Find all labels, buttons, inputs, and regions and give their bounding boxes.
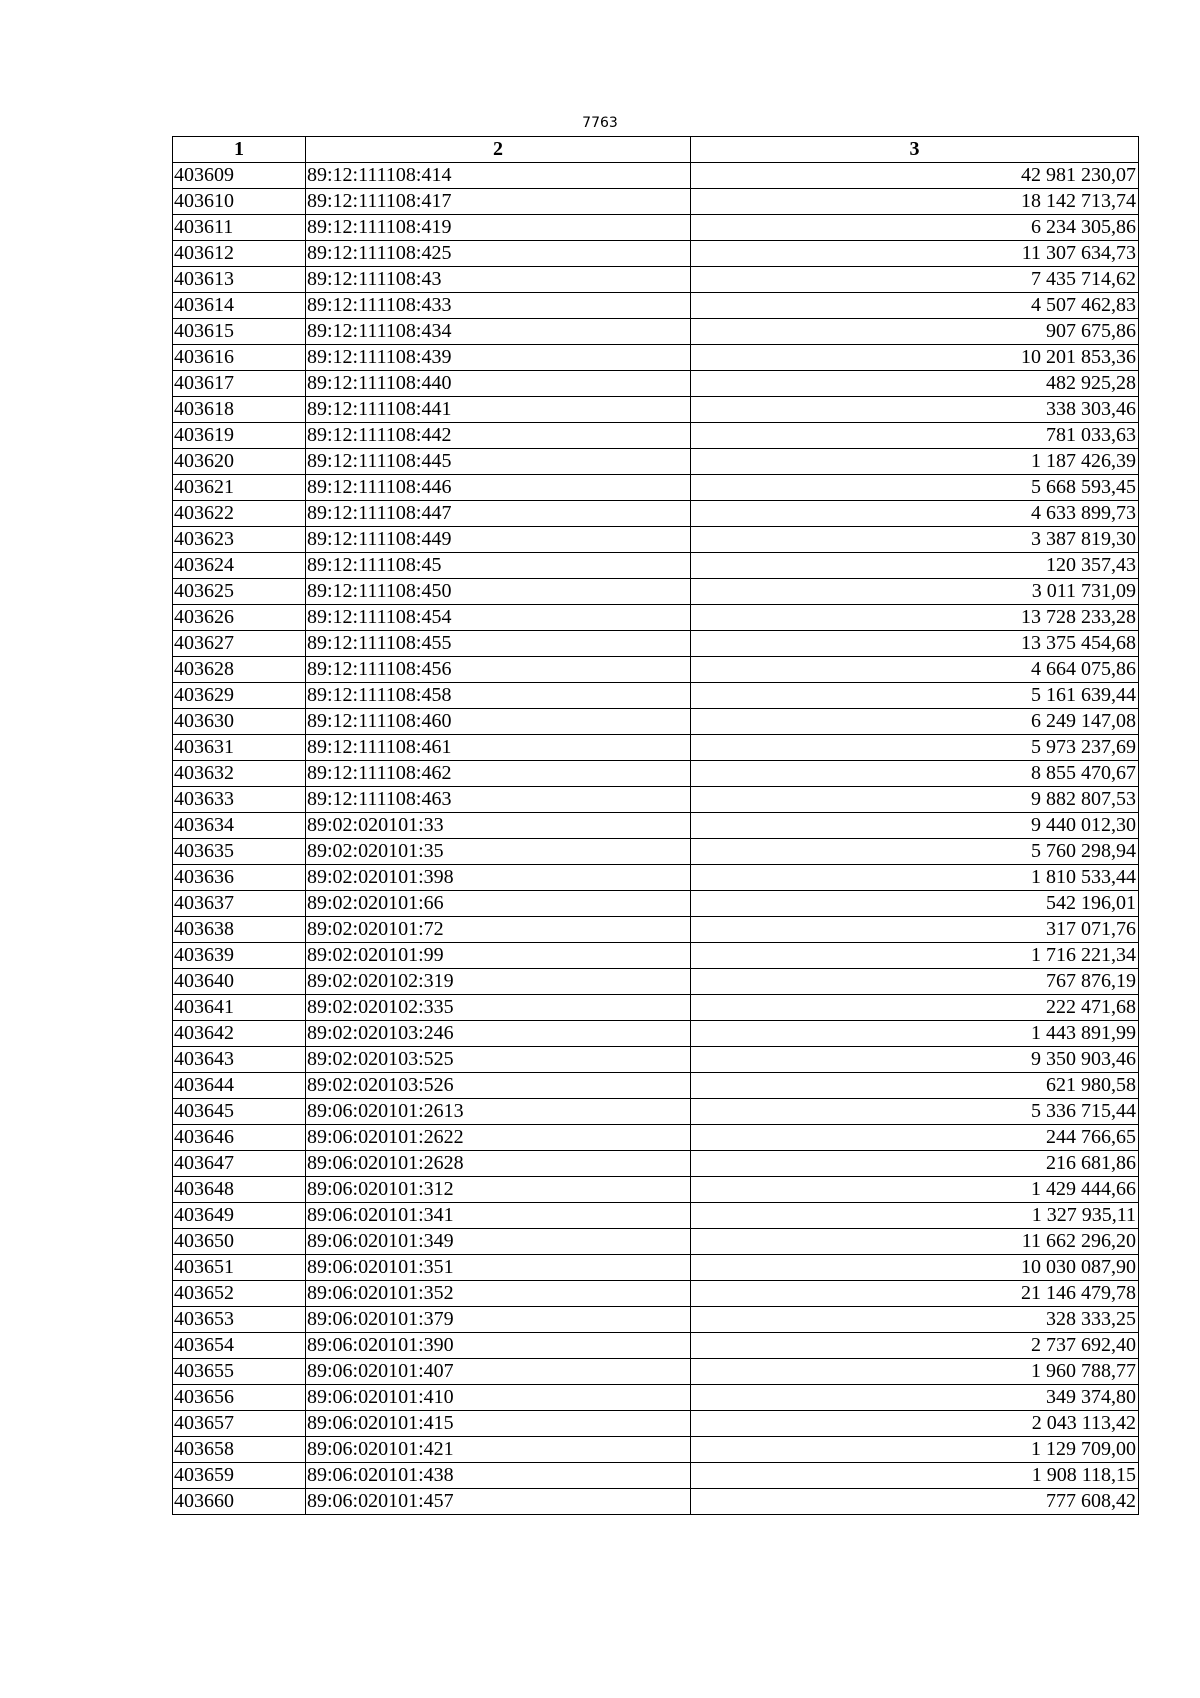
value-cell: 13 728 233,28 <box>691 605 1139 631</box>
cadastral-number-cell: 89:12:111108:440 <box>306 371 691 397</box>
cadastral-number-cell: 89:12:111108:445 <box>306 449 691 475</box>
table-row <box>173 839 1139 865</box>
cadastral-number-cell: 89:12:111108:433 <box>306 293 691 319</box>
row-number-cell: 403631 <box>173 735 306 761</box>
row-number-cell: 403613 <box>173 267 306 293</box>
row-number-cell: 403646 <box>173 1125 306 1151</box>
value-cell: 338 303,46 <box>691 397 1139 423</box>
value-cell: 4 664 075,86 <box>691 657 1139 683</box>
value-cell: 120 357,43 <box>691 553 1139 579</box>
value-cell: 328 333,25 <box>691 1307 1139 1333</box>
cadastral-number-cell: 89:12:111108:463 <box>306 787 691 813</box>
cadastral-number-cell: 89:12:111108:455 <box>306 631 691 657</box>
table-row <box>173 397 1139 423</box>
table-row <box>173 631 1139 657</box>
table-row <box>173 1333 1139 1359</box>
cadastral-number-cell: 89:02:020101:35 <box>306 839 691 865</box>
row-number-cell: 403615 <box>173 319 306 345</box>
table-row <box>173 1047 1139 1073</box>
table-row <box>173 475 1139 501</box>
value-cell: 1 129 709,00 <box>691 1437 1139 1463</box>
cadastral-number-cell: 89:12:111108:425 <box>306 241 691 267</box>
table-row <box>173 1099 1139 1125</box>
row-number-cell: 403635 <box>173 839 306 865</box>
row-number-cell: 403650 <box>173 1229 306 1255</box>
row-number-cell: 403641 <box>173 995 306 1021</box>
table-row <box>173 943 1139 969</box>
value-cell: 10 201 853,36 <box>691 345 1139 371</box>
value-cell: 244 766,65 <box>691 1125 1139 1151</box>
cadastral-number-cell: 89:02:020101:33 <box>306 813 691 839</box>
value-cell: 2 737 692,40 <box>691 1333 1139 1359</box>
value-cell: 11 662 296,20 <box>691 1229 1139 1255</box>
value-cell: 222 471,68 <box>691 995 1139 1021</box>
cadastral-number-cell: 89:06:020101:312 <box>306 1177 691 1203</box>
row-number-cell: 403656 <box>173 1385 306 1411</box>
value-cell: 18 142 713,74 <box>691 189 1139 215</box>
row-number-cell: 403628 <box>173 657 306 683</box>
value-cell: 5 161 639,44 <box>691 683 1139 709</box>
cadastral-number-cell: 89:06:020101:351 <box>306 1255 691 1281</box>
cadastral-number-cell: 89:12:111108:439 <box>306 345 691 371</box>
cadastral-number-cell: 89:06:020101:349 <box>306 1229 691 1255</box>
value-cell: 42 981 230,07 <box>691 163 1139 189</box>
table-row <box>173 267 1139 293</box>
table-row <box>173 891 1139 917</box>
value-cell: 9 440 012,30 <box>691 813 1139 839</box>
table-row <box>173 605 1139 631</box>
table-row <box>173 657 1139 683</box>
row-number-cell: 403630 <box>173 709 306 735</box>
row-number-cell: 403645 <box>173 1099 306 1125</box>
cadastral-number-cell: 89:06:020101:341 <box>306 1203 691 1229</box>
row-number-cell: 403625 <box>173 579 306 605</box>
table-row <box>173 1385 1139 1411</box>
cadastral-number-cell: 89:12:111108:456 <box>306 657 691 683</box>
cadastral-number-cell: 89:06:020101:2613 <box>306 1099 691 1125</box>
value-cell: 777 608,42 <box>691 1489 1139 1515</box>
value-cell: 4 633 899,73 <box>691 501 1139 527</box>
cadastral-number-cell: 89:02:020101:66 <box>306 891 691 917</box>
row-number-cell: 403633 <box>173 787 306 813</box>
table-row <box>173 189 1139 215</box>
cadastral-number-cell: 89:12:111108:458 <box>306 683 691 709</box>
row-number-cell: 403629 <box>173 683 306 709</box>
row-number-cell: 403618 <box>173 397 306 423</box>
cadastral-number-cell: 89:02:020101:398 <box>306 865 691 891</box>
row-number-cell: 403654 <box>173 1333 306 1359</box>
value-cell: 9 882 807,53 <box>691 787 1139 813</box>
table-row <box>173 1151 1139 1177</box>
table-row <box>173 709 1139 735</box>
value-cell: 621 980,58 <box>691 1073 1139 1099</box>
value-cell: 5 760 298,94 <box>691 839 1139 865</box>
row-number-cell: 403622 <box>173 501 306 527</box>
table-row <box>173 813 1139 839</box>
table-row <box>173 1021 1139 1047</box>
table-row <box>173 865 1139 891</box>
row-number-cell: 403619 <box>173 423 306 449</box>
value-cell: 1 443 891,99 <box>691 1021 1139 1047</box>
value-cell: 10 030 087,90 <box>691 1255 1139 1281</box>
value-cell: 2 043 113,42 <box>691 1411 1139 1437</box>
table-row <box>173 995 1139 1021</box>
table-header <box>173 137 1139 163</box>
row-number-cell: 403610 <box>173 189 306 215</box>
cadastral-number-cell: 89:02:020103:246 <box>306 1021 691 1047</box>
table-row <box>173 969 1139 995</box>
column-header-1: 1 <box>173 137 306 163</box>
row-number-cell: 403609 <box>173 163 306 189</box>
row-number-cell: 403658 <box>173 1437 306 1463</box>
row-number-cell: 403647 <box>173 1151 306 1177</box>
value-cell: 6 234 305,86 <box>691 215 1139 241</box>
data-table <box>172 136 1139 1515</box>
value-cell: 482 925,28 <box>691 371 1139 397</box>
cadastral-number-cell: 89:12:111108:45 <box>306 553 691 579</box>
table-body <box>173 163 1139 1515</box>
value-cell: 781 033,63 <box>691 423 1139 449</box>
table-row <box>173 1307 1139 1333</box>
row-number-cell: 403640 <box>173 969 306 995</box>
table-row <box>173 163 1139 189</box>
cadastral-number-cell: 89:02:020102:319 <box>306 969 691 995</box>
table-row <box>173 1229 1139 1255</box>
table-row <box>173 293 1139 319</box>
table-row <box>173 345 1139 371</box>
table-row <box>173 787 1139 813</box>
cadastral-number-cell: 89:12:111108:43 <box>306 267 691 293</box>
table-row <box>173 449 1139 475</box>
table-row <box>173 553 1139 579</box>
table-row <box>173 527 1139 553</box>
table-row <box>173 1437 1139 1463</box>
row-number-cell: 403624 <box>173 553 306 579</box>
cadastral-number-cell: 89:12:111108:461 <box>306 735 691 761</box>
row-number-cell: 403612 <box>173 241 306 267</box>
value-cell: 1 908 118,15 <box>691 1463 1139 1489</box>
row-number-cell: 403637 <box>173 891 306 917</box>
value-cell: 5 973 237,69 <box>691 735 1139 761</box>
cadastral-number-cell: 89:06:020101:421 <box>306 1437 691 1463</box>
cadastral-number-cell: 89:06:020101:2622 <box>306 1125 691 1151</box>
value-cell: 1 716 221,34 <box>691 943 1139 969</box>
table-row <box>173 1177 1139 1203</box>
table-row <box>173 1359 1139 1385</box>
row-number-cell: 403611 <box>173 215 306 241</box>
value-cell: 9 350 903,46 <box>691 1047 1139 1073</box>
row-number-cell: 403649 <box>173 1203 306 1229</box>
value-cell: 216 681,86 <box>691 1151 1139 1177</box>
table-row <box>173 1125 1139 1151</box>
cadastral-number-cell: 89:06:020101:379 <box>306 1307 691 1333</box>
cadastral-number-cell: 89:12:111108:450 <box>306 579 691 605</box>
cadastral-number-cell: 89:06:020101:2628 <box>306 1151 691 1177</box>
table-row <box>173 1411 1139 1437</box>
value-cell: 11 307 634,73 <box>691 241 1139 267</box>
table-row <box>173 423 1139 449</box>
value-cell: 3 011 731,09 <box>691 579 1139 605</box>
value-cell: 1 810 533,44 <box>691 865 1139 891</box>
row-number-cell: 403623 <box>173 527 306 553</box>
table-row <box>173 1073 1139 1099</box>
cadastral-number-cell: 89:12:111108:449 <box>306 527 691 553</box>
value-cell: 1 327 935,11 <box>691 1203 1139 1229</box>
table-row <box>173 735 1139 761</box>
table-row <box>173 917 1139 943</box>
cadastral-number-cell: 89:06:020101:407 <box>306 1359 691 1385</box>
row-number-cell: 403660 <box>173 1489 306 1515</box>
value-cell: 5 668 593,45 <box>691 475 1139 501</box>
row-number-cell: 403617 <box>173 371 306 397</box>
row-number-cell: 403621 <box>173 475 306 501</box>
cadastral-number-cell: 89:12:111108:441 <box>306 397 691 423</box>
table-row <box>173 215 1139 241</box>
row-number-cell: 403651 <box>173 1255 306 1281</box>
table-row <box>173 761 1139 787</box>
cadastral-number-cell: 89:12:111108:434 <box>306 319 691 345</box>
cadastral-number-cell: 89:02:020101:99 <box>306 943 691 969</box>
value-cell: 1 187 426,39 <box>691 449 1139 475</box>
table-row <box>173 683 1139 709</box>
row-number-cell: 403657 <box>173 1411 306 1437</box>
cadastral-number-cell: 89:02:020103:525 <box>306 1047 691 1073</box>
row-number-cell: 403627 <box>173 631 306 657</box>
value-cell: 3 387 819,30 <box>691 527 1139 553</box>
table-row <box>173 241 1139 267</box>
cadastral-number-cell: 89:12:111108:454 <box>306 605 691 631</box>
table-row <box>173 501 1139 527</box>
row-number-cell: 403620 <box>173 449 306 475</box>
row-number-cell: 403632 <box>173 761 306 787</box>
table-row <box>173 1489 1139 1515</box>
value-cell: 907 675,86 <box>691 319 1139 345</box>
table-row <box>173 1203 1139 1229</box>
row-number-cell: 403659 <box>173 1463 306 1489</box>
cadastral-number-cell: 89:12:111108:417 <box>306 189 691 215</box>
value-cell: 21 146 479,78 <box>691 1281 1139 1307</box>
row-number-cell: 403644 <box>173 1073 306 1099</box>
cadastral-number-cell: 89:02:020103:526 <box>306 1073 691 1099</box>
cadastral-number-cell: 89:06:020101:415 <box>306 1411 691 1437</box>
row-number-cell: 403636 <box>173 865 306 891</box>
row-number-cell: 403642 <box>173 1021 306 1047</box>
value-cell: 6 249 147,08 <box>691 709 1139 735</box>
column-header-3: 3 <box>691 137 1139 163</box>
table-row <box>173 371 1139 397</box>
row-number-cell: 403634 <box>173 813 306 839</box>
value-cell: 767 876,19 <box>691 969 1139 995</box>
cadastral-number-cell: 89:06:020101:438 <box>306 1463 691 1489</box>
cadastral-number-cell: 89:06:020101:410 <box>306 1385 691 1411</box>
value-cell: 317 071,76 <box>691 917 1139 943</box>
cadastral-number-cell: 89:06:020101:390 <box>306 1333 691 1359</box>
header-row <box>173 137 1139 163</box>
row-number-cell: 403653 <box>173 1307 306 1333</box>
row-number-cell: 403643 <box>173 1047 306 1073</box>
cadastral-number-cell: 89:12:111108:414 <box>306 163 691 189</box>
row-number-cell: 403638 <box>173 917 306 943</box>
table-row <box>173 579 1139 605</box>
value-cell: 8 855 470,67 <box>691 761 1139 787</box>
row-number-cell: 403648 <box>173 1177 306 1203</box>
row-number-cell: 403639 <box>173 943 306 969</box>
cadastral-number-cell: 89:12:111108:462 <box>306 761 691 787</box>
cadastral-number-cell: 89:02:020101:72 <box>306 917 691 943</box>
value-cell: 13 375 454,68 <box>691 631 1139 657</box>
table-row <box>173 1281 1139 1307</box>
value-cell: 1 429 444,66 <box>691 1177 1139 1203</box>
value-cell: 7 435 714,62 <box>691 267 1139 293</box>
row-number-cell: 403652 <box>173 1281 306 1307</box>
value-cell: 5 336 715,44 <box>691 1099 1139 1125</box>
value-cell: 349 374,80 <box>691 1385 1139 1411</box>
value-cell: 1 960 788,77 <box>691 1359 1139 1385</box>
cadastral-number-cell: 89:12:111108:419 <box>306 215 691 241</box>
cadastral-number-cell: 89:12:111108:442 <box>306 423 691 449</box>
cadastral-number-cell: 89:06:020101:352 <box>306 1281 691 1307</box>
value-cell: 542 196,01 <box>691 891 1139 917</box>
table-row <box>173 319 1139 345</box>
table-row <box>173 1255 1139 1281</box>
cadastral-number-cell: 89:06:020101:457 <box>306 1489 691 1515</box>
row-number-cell: 403614 <box>173 293 306 319</box>
cadastral-number-cell: 89:12:111108:447 <box>306 501 691 527</box>
table-row <box>173 1463 1139 1489</box>
cadastral-number-cell: 89:12:111108:446 <box>306 475 691 501</box>
cadastral-number-cell: 89:02:020102:335 <box>306 995 691 1021</box>
row-number-cell: 403626 <box>173 605 306 631</box>
page-number: 7763 <box>582 115 618 131</box>
cadastral-number-cell: 89:12:111108:460 <box>306 709 691 735</box>
value-cell: 4 507 462,83 <box>691 293 1139 319</box>
row-number-cell: 403655 <box>173 1359 306 1385</box>
column-header-2: 2 <box>306 137 691 163</box>
row-number-cell: 403616 <box>173 345 306 371</box>
